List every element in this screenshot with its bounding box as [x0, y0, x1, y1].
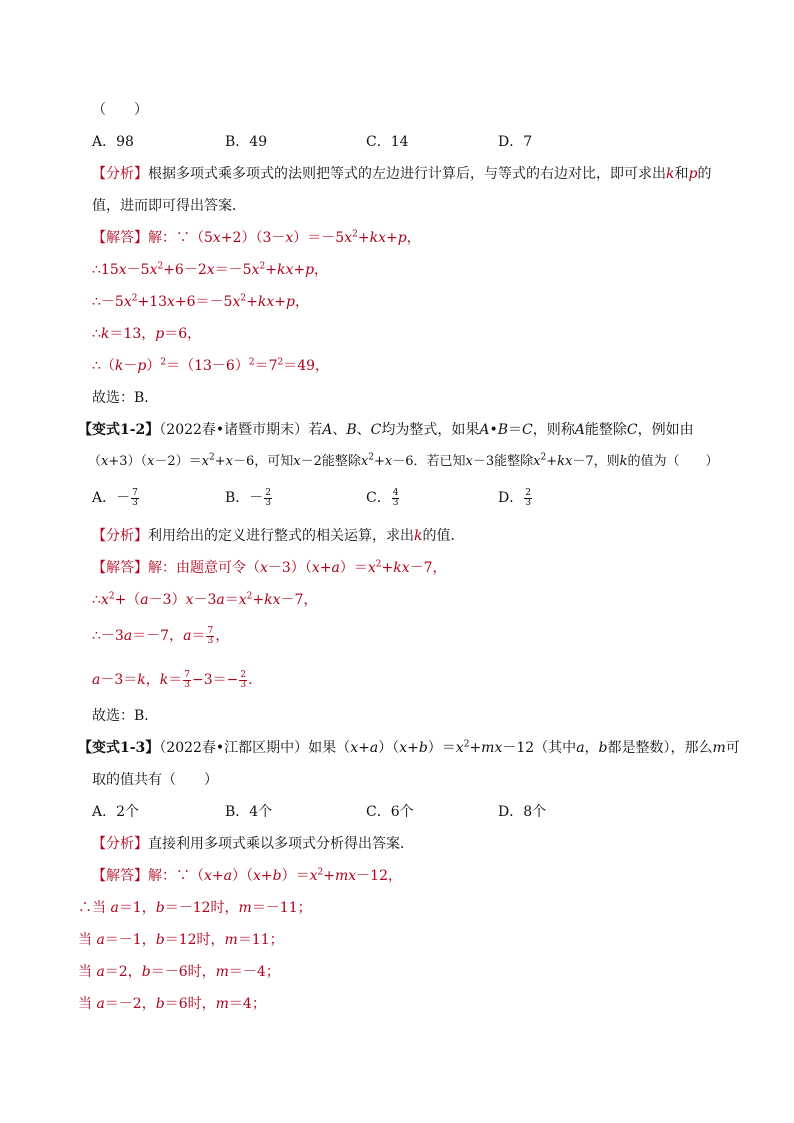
q2-solution-line-3: ∴－3a＝－7，a＝ $\frac{7}{3}$ ，: [92, 625, 230, 646]
answer-paren: （ ）: [92, 102, 148, 118]
q2-choice: 故选：B．: [92, 708, 159, 724]
option-d: D． $\frac{2}{3}$: [498, 487, 531, 508]
q3-case-1: ∴当 a＝1，b＝－12时，m＝－11；: [78, 900, 312, 916]
option-b: B．49: [225, 134, 268, 150]
option-d: D．8个: [498, 804, 547, 820]
q3-stem-line-2: 取的值共有（ ）: [92, 772, 218, 788]
q3-analysis: 【分析】直接利用多项式乘以多项式分析得出答案．: [92, 836, 414, 852]
option-b: B．4个: [225, 804, 273, 820]
q1-solution-line-2: $\therefore 15x-5x^2+6-2x=-5x^2+kx+p$，: [92, 261, 329, 278]
option-c: C． $\frac{4}{3}$: [366, 487, 399, 508]
option-a: A．98: [92, 134, 134, 150]
q3-solution-line-1: 【解答】解：$\because(x+a)(x+b)=x^2+mx-12$，: [92, 867, 402, 884]
option-c: C．6个: [366, 804, 414, 820]
option-d: D．7: [498, 134, 533, 150]
q1-solution-line-3: $\therefore-5x^2+13x+6=-5x^2+kx+p$，: [92, 293, 309, 310]
q3-case-2: 当 a＝－1，b＝12时，m＝11；: [78, 932, 284, 948]
q2-solution-line-4: a－3＝k，k＝ $\frac{7}{3}$ −3＝− $\frac{2}{3}$ ．: [92, 669, 263, 690]
q3-stem-line-1: 【变式1-3】（2022春•江都区期中）如果$(x+a)(x+b)=x^2+mx-12$（其中a，b都是整数），那么m可: [78, 739, 740, 756]
q2-stem-line-2: $(x+3)(x-2)=x^2+x-6$，可知x－2能整除$x^2+x-6$．若已知x－3能整除$x^2+kx-7$，则k的值为（ ）: [88, 452, 719, 469]
q1-solution-line-4: ∴k＝13，p＝6，: [92, 326, 202, 342]
q2-analysis: 【分析】利用给出的定义进行整式的相关运算，求出k的值．: [92, 528, 465, 544]
option-a: A．－ $\frac{7}{3}$: [92, 487, 138, 508]
option-a: A．2个: [92, 804, 140, 820]
q1-analysis-line-2: 值，进而即可得出答案．: [92, 198, 246, 214]
q1-choice: 故选：B．: [92, 390, 159, 406]
option-c: C．14: [366, 134, 409, 150]
option-b: B．－ $\frac{2}{3}$: [225, 487, 272, 508]
q2-stem-line-1: 【变式1-2】（2022春•诸暨市期末）若A、B、C均为整式，如果A•B＝C，则称A能整除C，例如由: [78, 422, 694, 438]
q1-solution-line-1: 【解答】解：$\because(5x+2)(3-x)=-5x^2+kx+p$，: [92, 229, 421, 246]
q1-analysis-line-1: 【分析】根据多项式乘多项式的法则把等式的左边进行计算后，与等式的右边对比，即可求出k和p的: [92, 166, 712, 182]
q2-solution-line-2: $\therefore x^2+(a-3)x-3a=x^2+kx-7$，: [92, 591, 318, 608]
q3-case-3: 当 a＝2，b＝－6时，m＝－4；: [78, 964, 280, 980]
q3-case-4: 当 a＝－2，b＝6时，m＝4；: [78, 996, 266, 1012]
q1-solution-line-5: $\therefore(k-p)^2=(13-6)^2=7^2=49$，: [92, 357, 330, 374]
q2-solution-line-1: 【解答】解：由题意可令$(x-3)(x+a)=x^2+kx-7$，: [92, 559, 447, 576]
